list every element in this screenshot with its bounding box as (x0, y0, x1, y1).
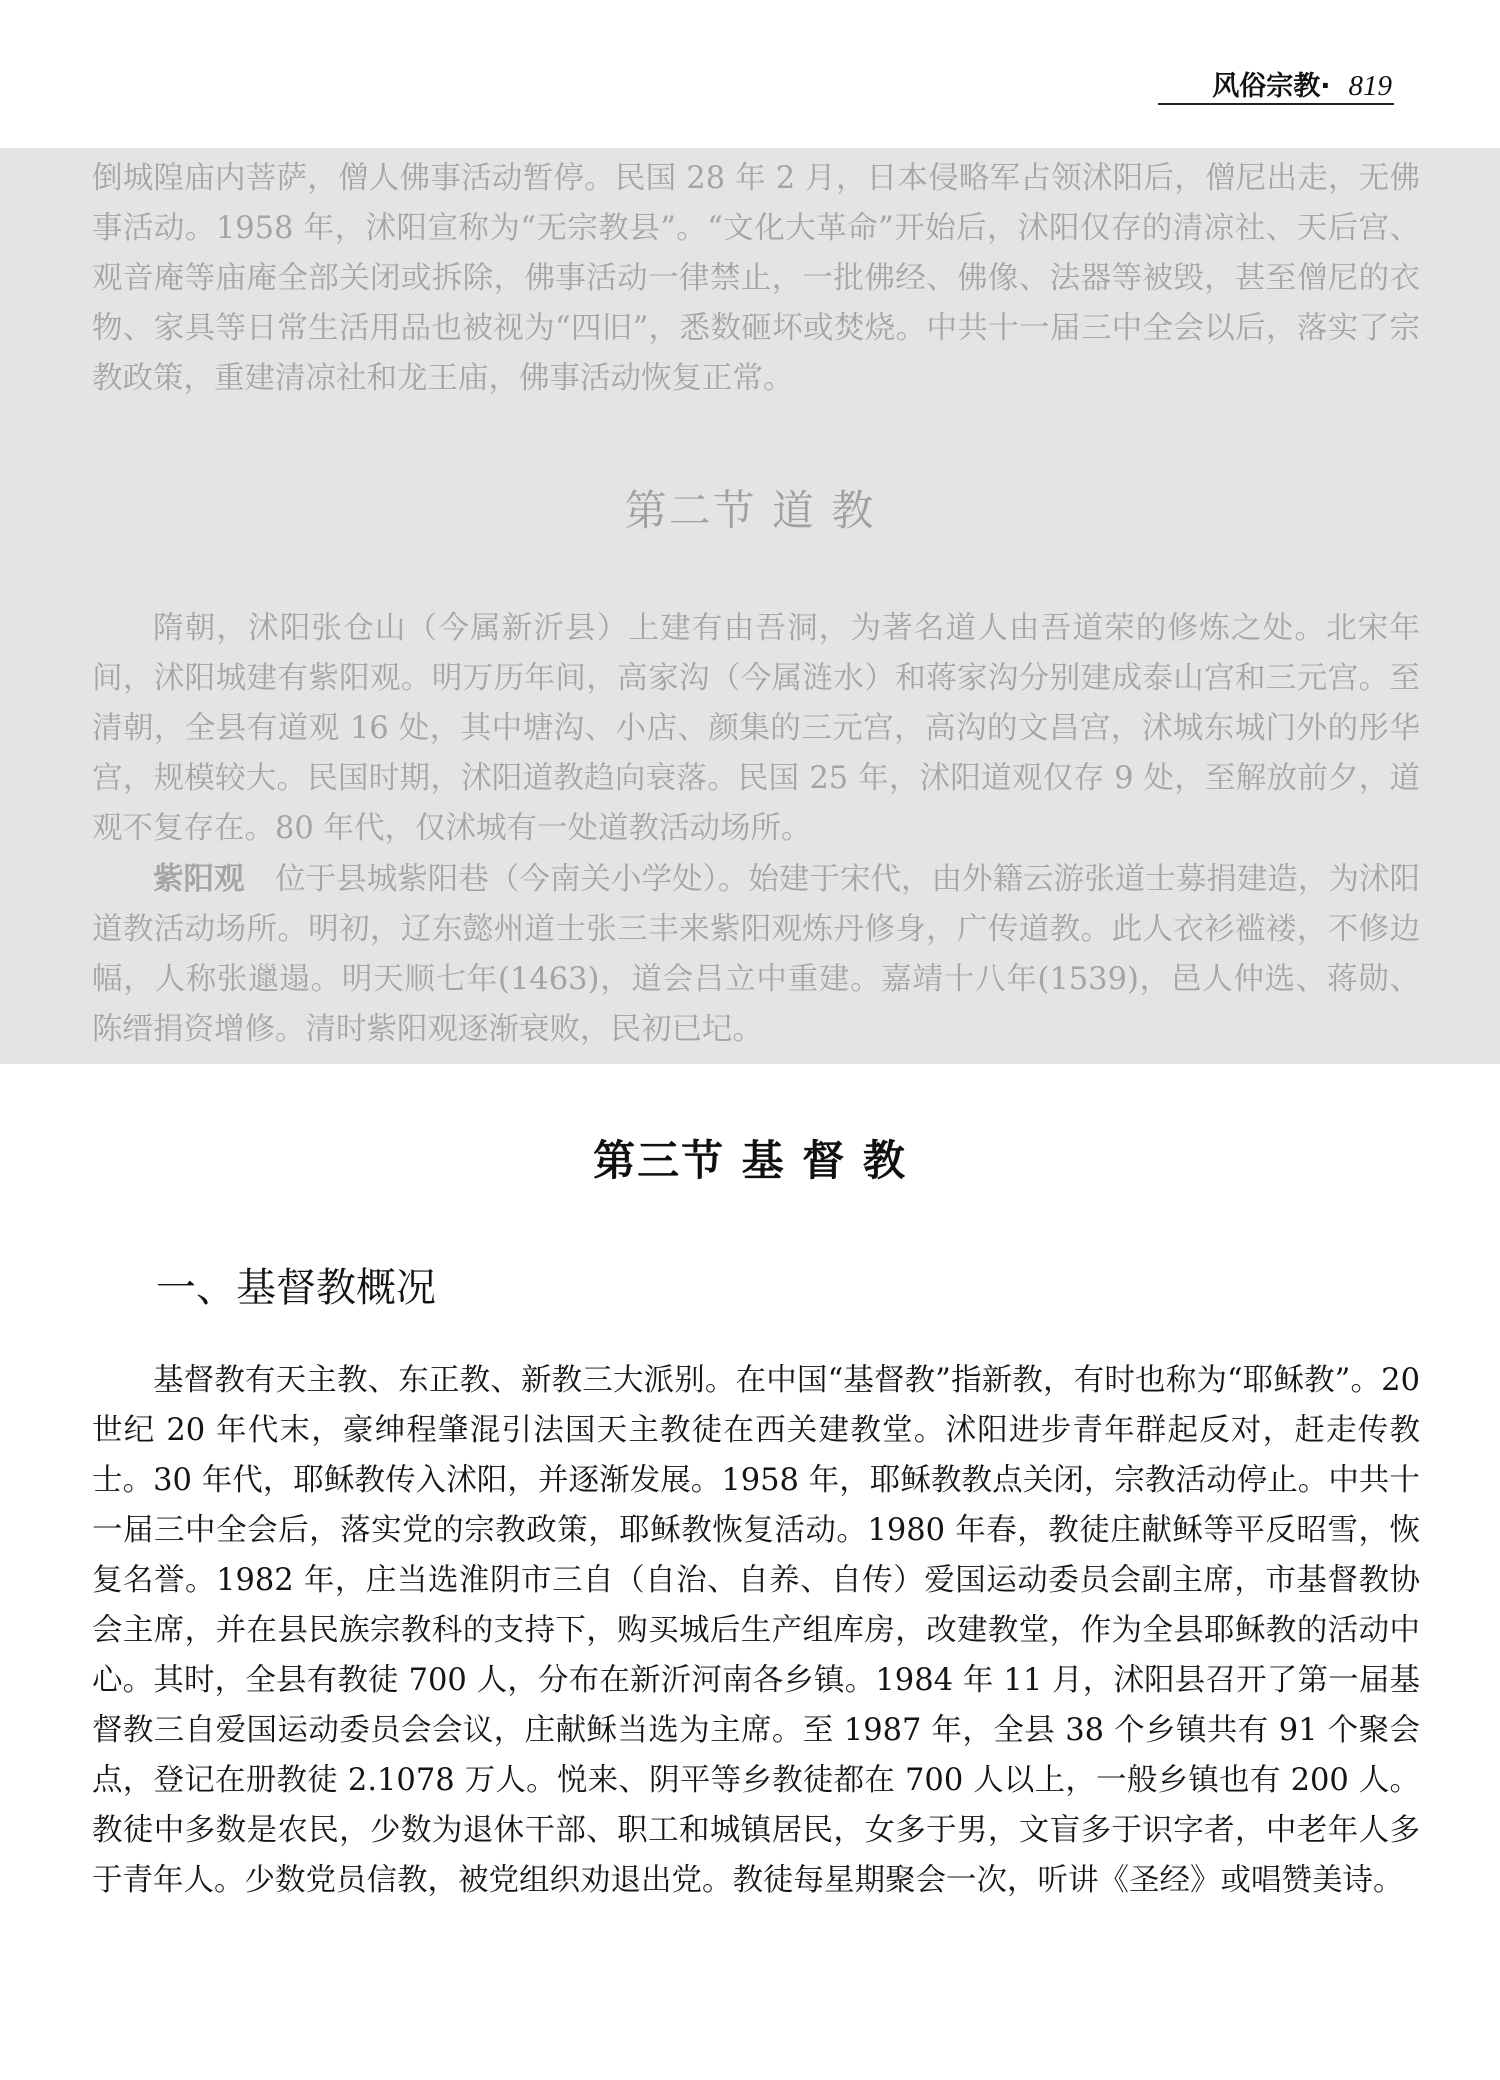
ziyang-temple-paragraph (92, 854, 1420, 1055)
ziyang-temple-lead: 紫阳观 (153, 861, 245, 897)
taoism-paragraph: 隋朝，沭阳张仓山（今属新沂县）上建有由吾洞，为著名道人由吾道荣的修炼之处。北宋年间，沭阳城建有紫阳观。明万历年间，高家沟（今属涟水）和蒋家沟分别建成泰山宫和三元宫。至清朝，全县有道观 16 处，其中塘沟、小店、颜集的三元宫，高沟的文昌宫，沭城东城门外的彤华宫，规模较大。民国时期，沭阳道教趋向衰落。民国 25 年，沭阳道观仅存 9 处，至解放前夕，道观不复存在。80 年代，仅沭城有一处道教活动场所。 (92, 611, 1420, 846)
header-rule (1158, 103, 1394, 105)
section-title-christianity: 第三节 基 督 教 (593, 1136, 907, 1185)
subheading-christianity-overview: 一、基督教概况 (156, 1265, 436, 1311)
section-title-taoism: 第二节 道 教 (624, 486, 876, 535)
ziyang-temple-text: 位于县城紫阳巷（今南关小学处）。始建于宋代，由外籍云游张道士募捐建造，为沭阳道教活动场所。明初，辽东懿州道士张三丰来紫阳观炼丹修身，广传道教。此人衣衫褴褛，不修边幅，人称张邋遢。明天顺七年(1463)，道会吕立中重建。嘉靖十八年(1539)，邑人仲选、蒋勋、陈缙捐资增修。清时紫阳观逐渐衰败，民初已圮。 (92, 862, 1420, 1047)
header-section-label: 风俗宗教· (1212, 71, 1331, 102)
christianity-paragraph: 基督教有天主教、东正教、新教三大派别。在中国“基督教”指新教，有时也称为“耶稣教”。20 世纪 20 年代末，豪绅程肇混引法国天主教徒在西关建教堂。沭阳进步青年群起反对，赶走传教士。30 年代，耶稣教传入沭阳，并逐渐发展。1958 年，耶稣教教点关闭，宗教活动停止。中共十一届三中全会后，落实党的宗教政策，耶稣教恢复活动。1980 年春，教徒庄献稣等平反昭雪，恢复名誉。1982 年，庄当选淮阴市三自（自治、自养、自传）爱国运动委员会副主席，市基督教协会主席，并在县民族宗教科的支持下，购买城后生产组库房，改建教堂，作为全县耶稣教的活动中心。其时，全县有教徒 700 人，分布在新沂河南各乡镇。1984 年 11 月，沭阳县召开了第一届基督教三自爱国运动委员会会议，庄献稣当选为主席。至 1987 年，全县 38 个乡镇共有 91 个聚会点，登记在册教徒 2.1078 万人。悦来、阴平等乡教徒都在 700 人以上，一般乡镇也有 200 人。教徒中多数是农民，少数为退休干部、职工和城镇居民，女多于男，文盲多于识字者，中老年人多于青年人。少数党员信教，被党组织劝退出党。教徒每星期聚会一次，听讲《圣经》或唱赞美诗。 (92, 1363, 1420, 1898)
running-header (1212, 64, 1392, 103)
buddhism-paragraph-continued: 倒城隍庙内菩萨，僧人佛事活动暂停。民国 28 年 2 月，日本侵略军占领沭阳后，僧尼出走，无佛事活动。1958 年，沭阳宣称为“无宗教县”。“文化大革命”开始后，沭阳仅存的清凉社、天后宫、观音庵等庙庵全部关闭或拆除，佛事活动一律禁止，一批佛经、佛像、法器等被毁，甚至僧尼的衣物、家具等日常生活用品也被视为“四旧”，悉数砸坏或焚烧。中共十一届三中全会以后，落实了宗教政策，重建清凉社和龙王庙，佛事活动恢复正常。 (92, 161, 1420, 396)
page-number: 819 (1348, 70, 1392, 102)
highlighted-taoism-region (0, 148, 1500, 1064)
